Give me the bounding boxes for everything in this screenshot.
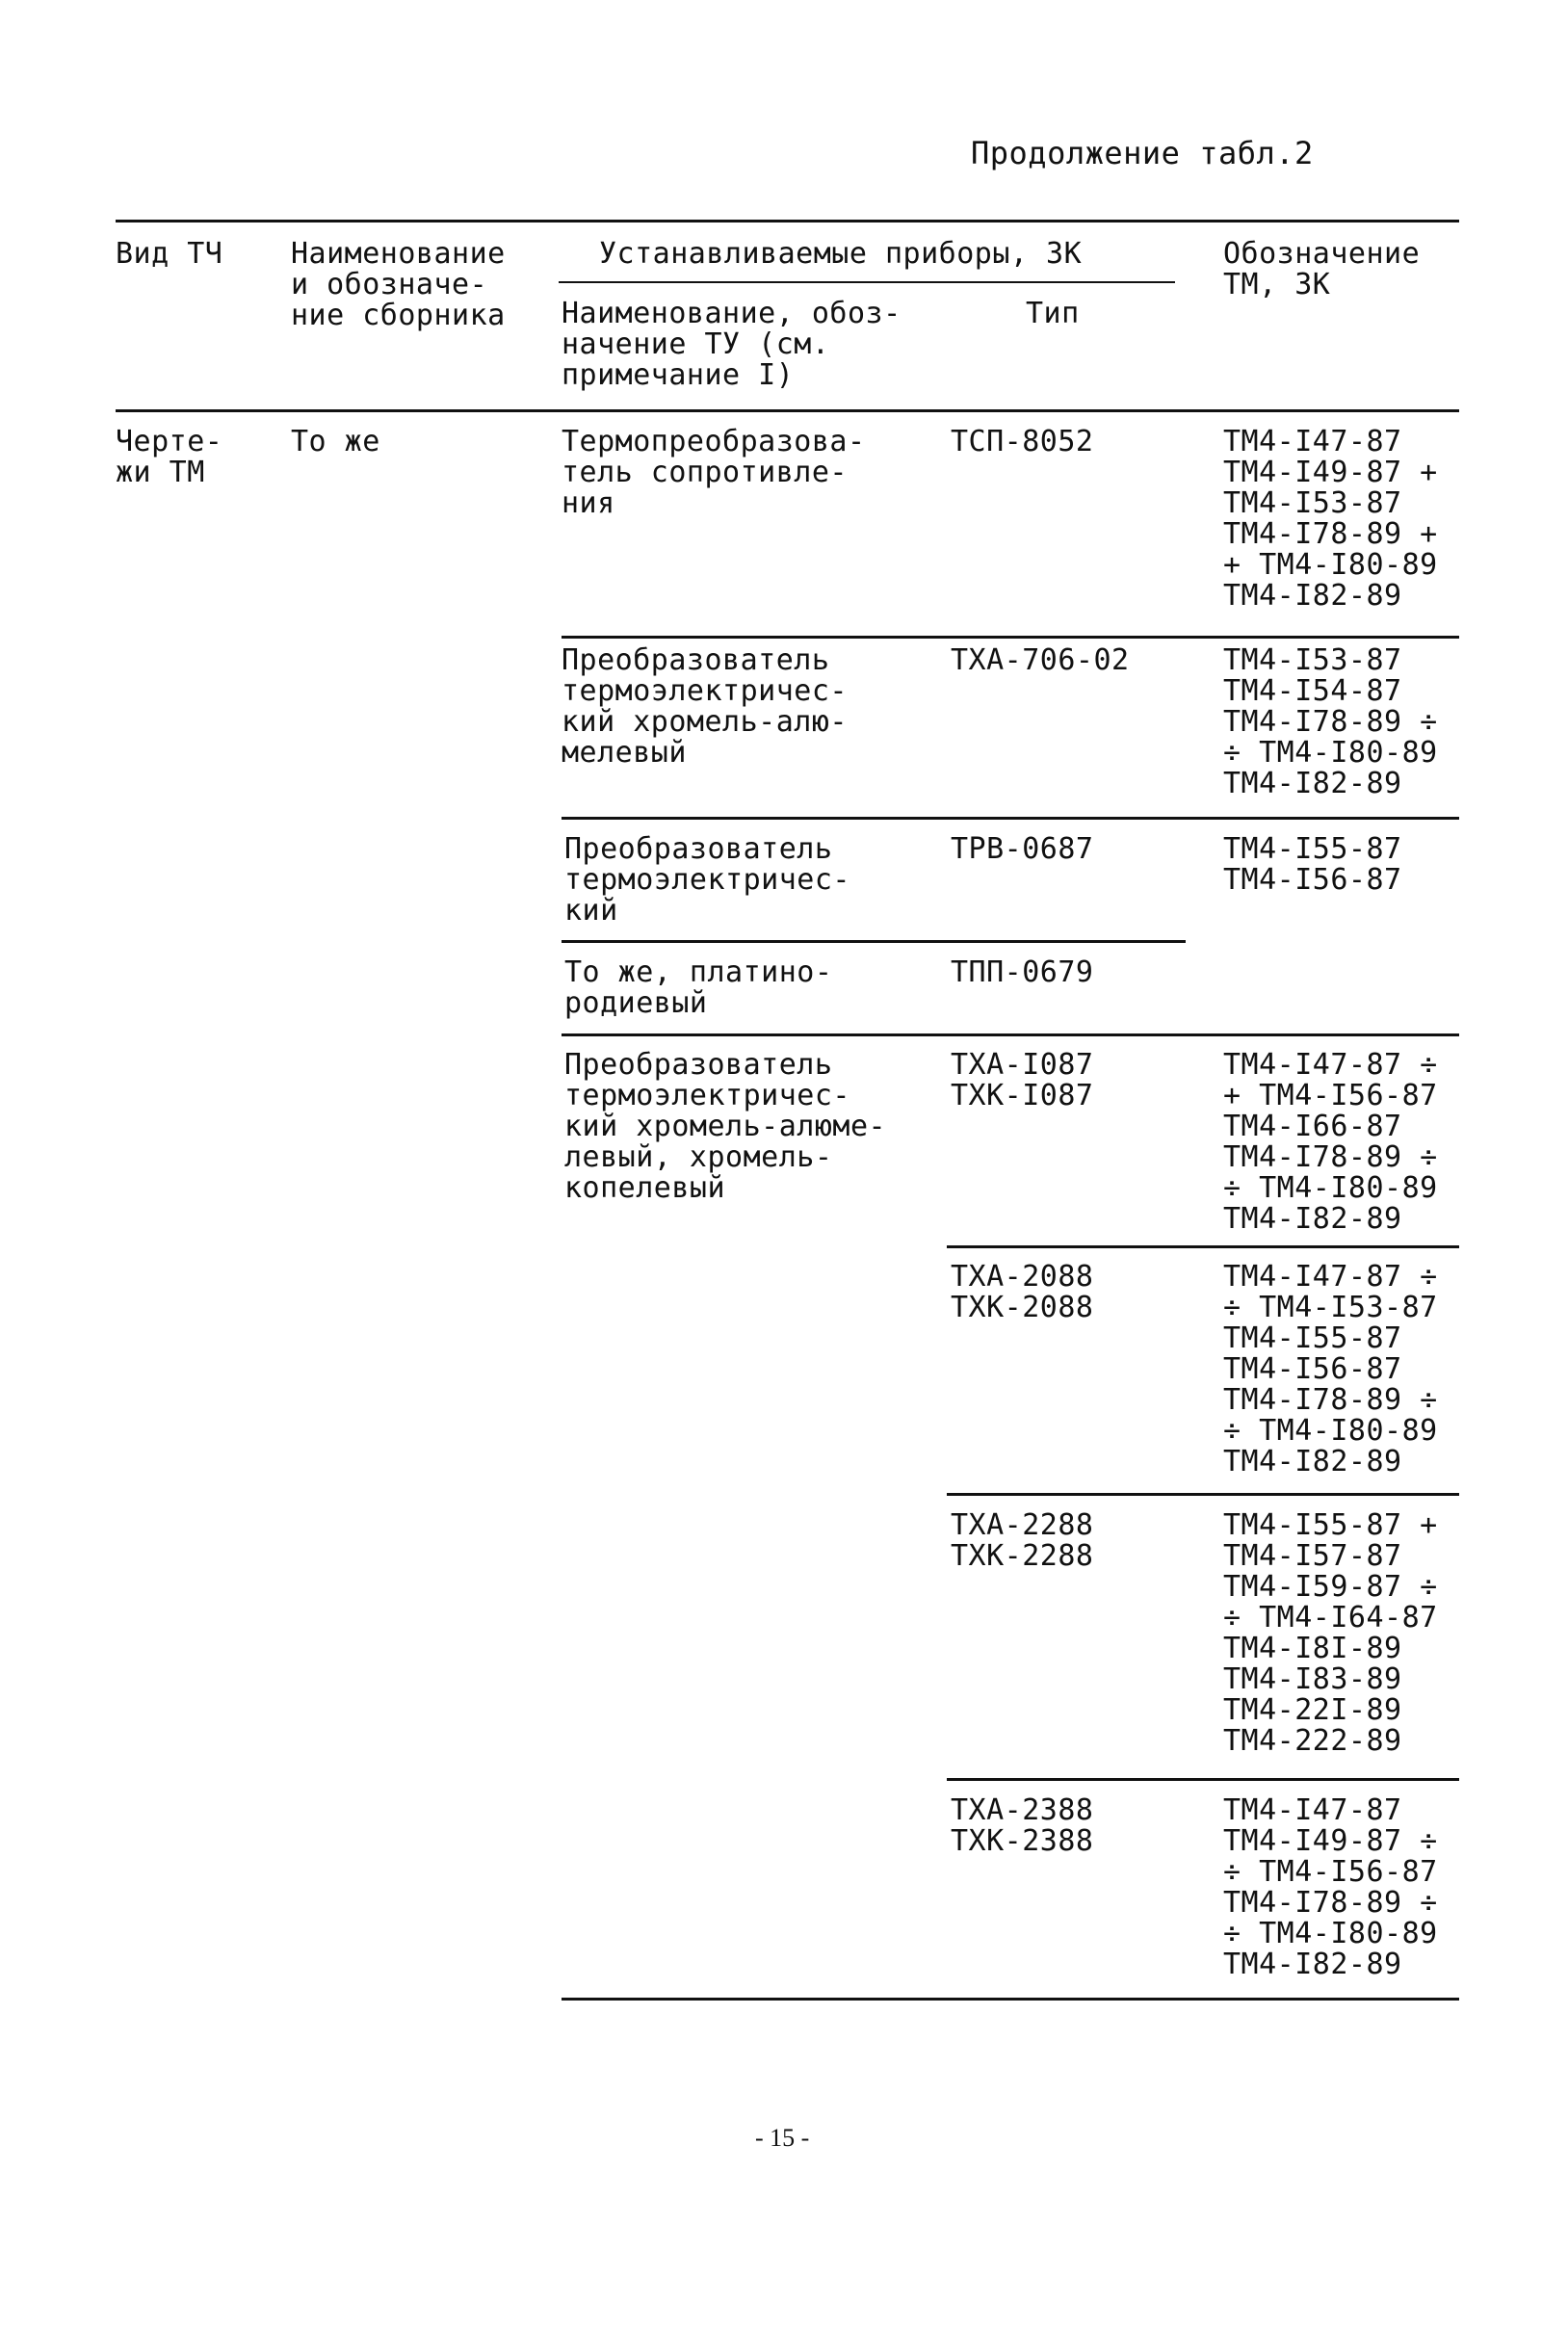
row-2-name: Преобразователь термоэлектричес- кий хромель-алю- мелевый <box>562 643 848 770</box>
row-4-type: ТПП-0679 <box>951 955 1094 989</box>
row-3-type: ТРВ-0687 <box>951 832 1094 866</box>
row-1-type: ТСП-8052 <box>951 425 1094 458</box>
header-collection: Наименование и обозначе- ние сборника <box>291 237 506 332</box>
row-1-name: Термопреобразова- тель сопротивле- ния <box>562 425 866 520</box>
row-5-type: ТХА-I087 ТХК-I087 <box>951 1048 1094 1112</box>
row-2-type: ТХА-706-02 <box>951 643 1130 677</box>
row-5-rule <box>947 1245 1459 1248</box>
row-6-rule <box>947 1493 1459 1496</box>
row-7-designation: ТМ4-I55-87 + ТМ4-I57-87 ТМ4-I59-87 ÷ ÷ ТМ4-I64-87 ТМ4-I8I-89 ТМ4-I83-89 ТМ4-22I-89 ТМ4-222-89 <box>1223 1508 1438 1758</box>
row-4-name: То же, платино- родиевый <box>564 955 833 1020</box>
page-number: - 15 - <box>755 2124 810 2152</box>
row-4-rule <box>562 1033 1459 1036</box>
continuation-caption: Продолжение табл.2 <box>971 135 1314 171</box>
row-1-designation: ТМ4-I47-87 ТМ4-I49-87 + ТМ4-I53-87 ТМ4-I78-89 + + ТМ4-I80-89 ТМ4-I82-89 <box>1223 425 1438 613</box>
row-5-name: Преобразователь термоэлектричес- кий хромель-алюме- левый, хромель- копелевый <box>564 1048 887 1205</box>
header-bottom-rule <box>116 409 1459 412</box>
row-3-name: Преобразователь термоэлектричес- кий <box>564 832 850 928</box>
row-1-rule <box>562 636 1459 639</box>
group-header-rule <box>559 281 1175 283</box>
table-bottom-rule <box>562 1998 1459 2001</box>
table-top-rule <box>116 220 1459 222</box>
row-2-rule <box>562 817 1459 820</box>
row-6-designation: ТМ4-I47-87 ÷ ÷ ТМ4-I53-87 ТМ4-I55-87 ТМ4-I56-87 ТМ4-I78-89 ÷ ÷ ТМ4-I80-89 ТМ4-I82-89 <box>1223 1260 1438 1478</box>
row-7-type: ТХА-2288 ТХК-2288 <box>951 1508 1094 1573</box>
row-3-designation: ТМ4-I55-87 ТМ4-I56-87 <box>1223 832 1402 897</box>
header-device-name: Наименование, обоз- начение ТУ (см. примечание I) <box>562 297 902 392</box>
row-2-designation: ТМ4-I53-87 ТМ4-I54-87 ТМ4-I78-89 ÷ ÷ ТМ4-I80-89 ТМ4-I82-89 <box>1223 643 1438 800</box>
row-5-designation: ТМ4-I47-87 ÷ + ТМ4-I56-87 ТМ4-I66-87 ТМ4-I78-89 ÷ ÷ ТМ4-I80-89 ТМ4-I82-89 <box>1223 1048 1438 1236</box>
row-6-type: ТХА-2088 ТХК-2088 <box>951 1260 1094 1324</box>
row-8-designation: ТМ4-I47-87 ТМ4-I49-87 ÷ ÷ ТМ4-I56-87 ТМ4-I78-89 ÷ ÷ ТМ4-I80-89 ТМ4-I82-89 <box>1223 1793 1438 1981</box>
row-8-type: ТХА-2388 ТХК-2388 <box>951 1793 1094 1858</box>
row-3-rule <box>562 940 1186 943</box>
header-designation: Обозначение ТМ, ЗК <box>1223 237 1421 301</box>
row-7-rule <box>947 1778 1459 1781</box>
header-device-type: Тип <box>1026 297 1080 330</box>
header-doc-type: Вид ТЧ <box>116 237 223 271</box>
collection-cell: То же <box>291 425 380 458</box>
header-devices-group: Устанавливаемые приборы, ЗК <box>599 237 1083 271</box>
doc-type-cell: Черте- жи ТМ <box>116 425 223 489</box>
